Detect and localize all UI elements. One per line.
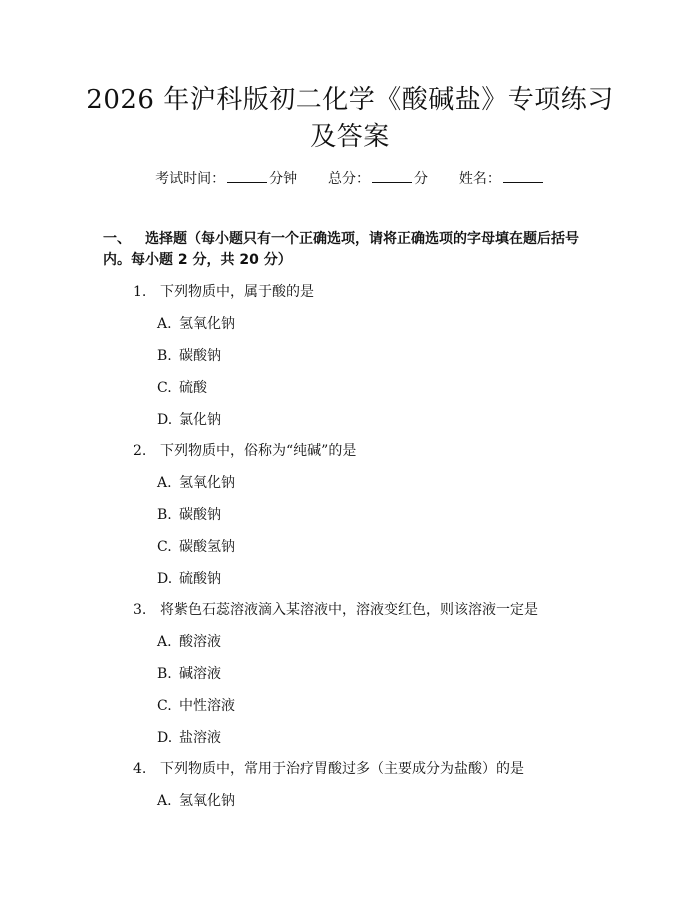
q3-option-a[interactable] [157, 632, 221, 652]
name-label: 姓名： [458, 171, 501, 187]
option-text: 硫酸钠 [179, 571, 221, 587]
option-letter: C. [157, 380, 172, 396]
option-text: 酸溶液 [179, 634, 221, 650]
question-number: 1. [133, 284, 147, 300]
option-text: 碳酸氢钠 [179, 539, 235, 555]
question-number: 2. [133, 443, 147, 459]
exam-meta [0, 168, 700, 189]
time-blank[interactable] [227, 168, 267, 183]
question-number: 4. [133, 761, 147, 777]
q1-option-b[interactable] [157, 346, 221, 366]
option-letter: A. [157, 793, 172, 809]
option-letter: A. [157, 316, 172, 332]
option-text: 氢氧化钠 [179, 793, 235, 809]
q1-option-d[interactable] [157, 410, 221, 430]
section-heading [103, 229, 603, 271]
page-title-line-1: 2026 年沪科版初二化学《酸碱盐》专项练习 [86, 85, 614, 115]
option-letter: D. [157, 412, 173, 428]
q1-option-c[interactable] [157, 378, 207, 398]
q4-option-a[interactable] [157, 791, 235, 811]
name-blank[interactable] [503, 168, 543, 183]
option-text: 碳酸钠 [179, 507, 221, 523]
option-letter: A. [157, 634, 172, 650]
option-text: 碳酸钠 [179, 348, 221, 364]
option-letter: B. [157, 348, 172, 364]
option-letter: C. [157, 539, 172, 555]
q3-option-d[interactable] [157, 728, 221, 748]
question-number: 3. [133, 602, 147, 618]
q1-option-a[interactable] [157, 314, 235, 334]
section-number: 一、 [103, 231, 131, 247]
q3-option-b[interactable] [157, 664, 221, 684]
time-unit: 分钟 [269, 171, 298, 187]
q2-option-a[interactable] [157, 473, 235, 493]
option-text: 氯化钠 [179, 412, 221, 428]
q3-option-c[interactable] [157, 696, 235, 716]
question-1 [133, 282, 314, 302]
question-text: 下列物质中，俗称为“纯碱”的是 [160, 443, 357, 459]
option-text: 盐溶液 [179, 730, 221, 746]
option-text: 硫酸 [179, 380, 207, 396]
option-letter: B. [157, 666, 172, 682]
question-3 [133, 600, 538, 620]
q2-option-b[interactable] [157, 505, 221, 525]
option-letter: D. [157, 571, 173, 587]
q2-option-d[interactable] [157, 569, 221, 589]
page-title-line-2: 及答案 [310, 122, 390, 152]
question-2 [133, 441, 356, 461]
option-letter: A. [157, 475, 172, 491]
option-letter: C. [157, 698, 172, 714]
score-label: 总分： [328, 171, 370, 187]
score-unit: 分 [414, 171, 428, 187]
q2-option-c[interactable] [157, 537, 235, 557]
option-text: 中性溶液 [179, 698, 235, 714]
question-4 [133, 759, 524, 779]
option-text: 氢氧化钠 [179, 316, 235, 332]
score-blank[interactable] [372, 168, 412, 183]
option-text: 氢氧化钠 [179, 475, 235, 491]
question-text: 将紫色石蕊溶液滴入某溶液中，溶液变红色，则该溶液一定是 [160, 602, 538, 618]
time-label: 考试时间： [155, 171, 226, 187]
option-text: 碱溶液 [179, 666, 221, 682]
question-text: 下列物质中，常用于治疗胃酸过多（主要成分为盐酸）的是 [160, 761, 524, 777]
question-text: 下列物质中，属于酸的是 [160, 284, 314, 300]
option-letter: B. [157, 507, 172, 523]
section-instructions: 选择题（每小题只有一个正确选项，请将正确选项的字母填在题后括号内。每小题 2 分，共 20 分） [103, 231, 579, 268]
option-letter: D. [157, 730, 173, 746]
